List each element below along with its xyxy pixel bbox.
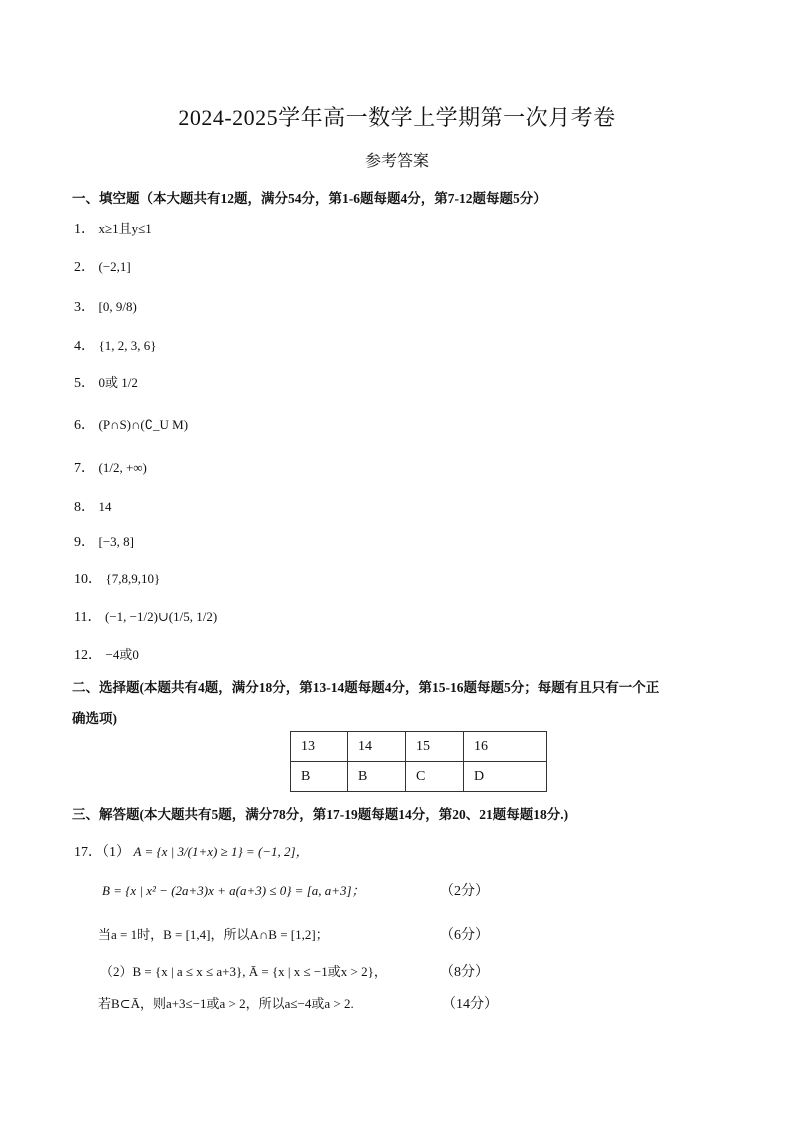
answer-2 (74, 256, 131, 276)
answer-3-number: 3． (74, 300, 95, 315)
answer-9 (74, 531, 134, 551)
answer-10 (74, 568, 160, 588)
answer-1 (74, 218, 152, 238)
answer-6-number: 6． (74, 418, 95, 433)
answer-1-text: x≥1且y≤1 (98, 221, 152, 236)
answer-8-number: 8． (74, 500, 95, 515)
answer-11-number: 11． (74, 610, 102, 625)
q17-set-b: B = {x | x² − (2a+3)x + a(a+3) ≤ 0} = [a, a+3]； (102, 883, 365, 898)
q17-part1-label-line (74, 841, 309, 861)
answer-8-text: 14 (98, 499, 112, 514)
answer-5-text: 0或 1/2 (98, 375, 138, 390)
table-cell-q14: 14 (348, 732, 406, 762)
answer-5-number: 5． (74, 376, 95, 391)
answer-2-text: (−2,1] (98, 259, 131, 274)
section-3-heading: 三、解答题(本大题共有5题，满分78分，第17-19题每题14分，第20、21题每题18分.) (72, 807, 569, 822)
page-title: 2024-2025学年高一数学上学期第一次月考卷 (178, 105, 616, 130)
q17-a1-line (98, 924, 329, 944)
answer-9-text: [−3, 8] (98, 534, 134, 549)
q17-score-4: （14分） (442, 997, 498, 1012)
answer-2-number: 2． (74, 260, 95, 275)
answer-8 (74, 496, 112, 516)
answer-4 (74, 335, 156, 355)
q17-part2-text: （2）B = {x | a ≤ x ≤ a+3}, Ā = {x | x ≤ −1或x > 2}， (100, 964, 387, 979)
answer-6 (74, 414, 188, 434)
answer-7-text: (1/2, +∞) (98, 460, 147, 475)
answer-9-number: 9． (74, 535, 95, 550)
answer-11 (74, 606, 217, 626)
q17-set-a: A = {x | 3/(1+x) ≥ 1} = (−1, 2]， (133, 844, 309, 859)
table-cell-a16: D (464, 762, 547, 792)
answer-7 (74, 457, 147, 477)
choice-answer-table (290, 731, 547, 792)
q17-score-1: （2分） (440, 884, 489, 899)
table-row-answers (291, 762, 547, 792)
answer-7-number: 7． (74, 461, 95, 476)
answer-10-text: {7,8,9,10} (105, 571, 161, 586)
q17-score-2: （6分） (440, 928, 489, 943)
q17-set-b-line (102, 880, 365, 900)
table-cell-a14: B (348, 762, 406, 792)
answer-12-text: −4或0 (105, 647, 139, 662)
answer-11-text: (−1, −1/2)∪(1/5, 1/2) (104, 609, 218, 624)
answer-5 (74, 372, 138, 392)
answer-4-number: 4． (74, 339, 95, 354)
answer-3-text: [0, 9/8) (98, 299, 137, 314)
section-2-heading-line-2: 确选项) (72, 711, 117, 726)
section-2-heading-line-1: 二、选择题(本题共有4题，满分18分，第13-14题每题4分，第15-16题每题5分；每题有且只有一个正 (72, 680, 660, 695)
answer-12 (74, 644, 139, 664)
table-cell-a13: B (291, 762, 348, 792)
section-1-heading: 一、填空题（本大题共有12题，满分54分，第1-6题每题4分，第7-12题每题5分） (72, 191, 547, 206)
page-subtitle: 参考答案 (364, 153, 429, 170)
answer-10-number: 10． (74, 572, 102, 587)
answer-3 (74, 296, 137, 316)
q17-part2-line (100, 961, 387, 981)
q17-final-text: 若B⊂Ā，则a+3≤−1或a > 2，所以a≤−4或a > 2. (98, 996, 354, 1011)
answer-12-number: 12． (74, 648, 102, 663)
answer-6-text: (P∩S)∩(∁_U M) (98, 417, 189, 432)
q17-label: 17．（1） (74, 845, 130, 860)
table-cell-q16: 16 (464, 732, 547, 762)
table-cell-q13: 13 (291, 732, 348, 762)
answer-4-text: {1, 2, 3, 6} (98, 338, 157, 353)
answer-1-number: 1． (74, 222, 95, 237)
q17-score-3: （8分） (440, 965, 489, 980)
table-row-questions (291, 732, 547, 762)
q17-final-line (98, 993, 354, 1013)
table-cell-a15: C (406, 762, 464, 792)
table-cell-q15: 15 (406, 732, 464, 762)
q17-a1-text: 当a = 1时，B = [1,4]，所以A∩B = [1,2]； (98, 927, 329, 942)
